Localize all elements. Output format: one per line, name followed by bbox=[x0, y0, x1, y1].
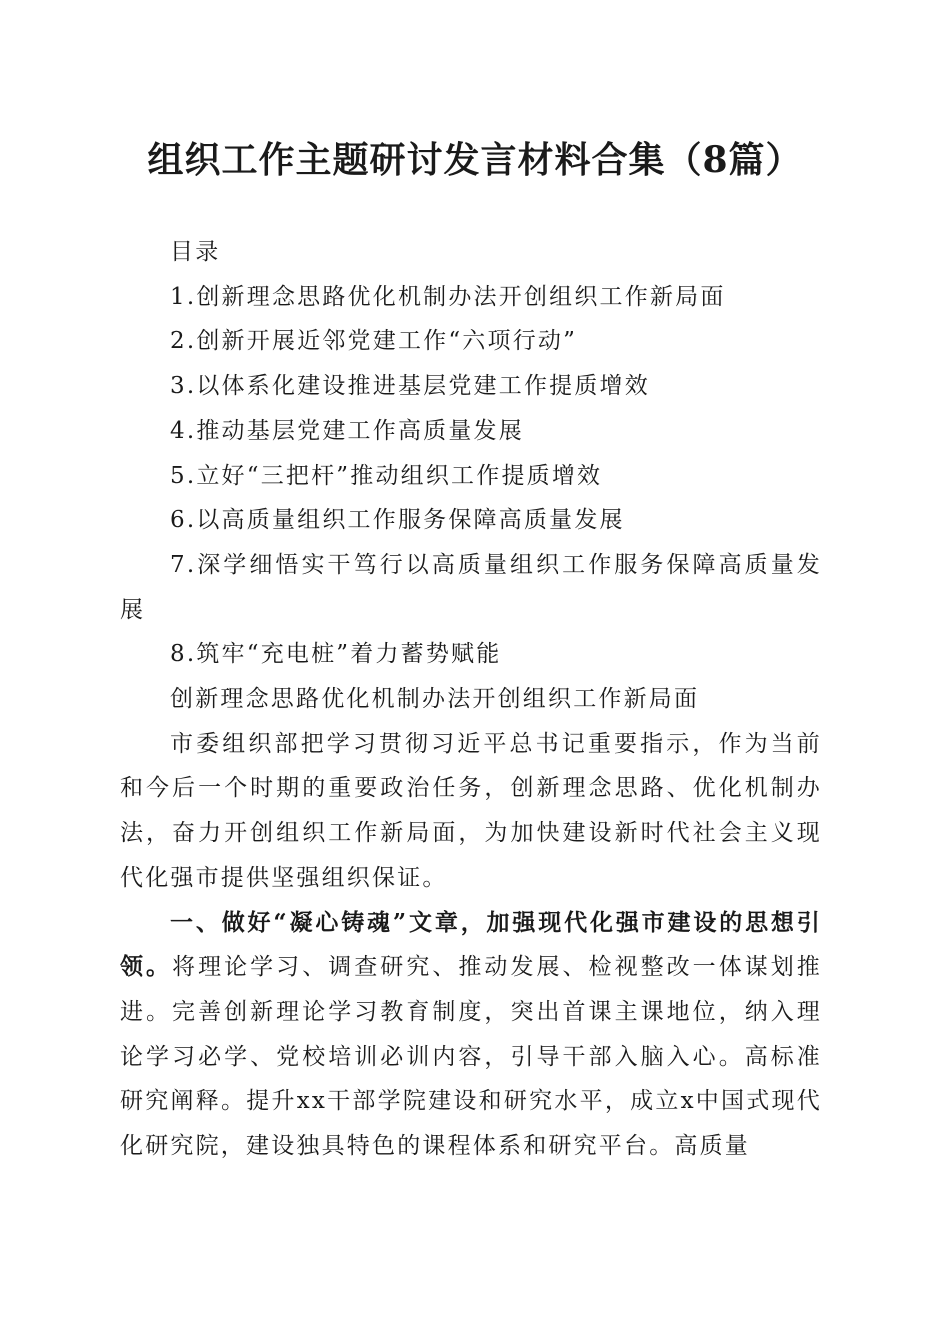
document-body bbox=[120, 230, 822, 1169]
section-1-heading: 一、做好“凝心铸魂”文章，加强现代化强市建设的思想引领。 bbox=[120, 908, 822, 981]
toc-item-1: 1.创新理念思路优化机制办法开创组织工作新局面 bbox=[170, 283, 726, 310]
toc-item-6: 6.以高质量组织工作服务保障高质量发展 bbox=[170, 507, 625, 534]
toc-item-3: 3.以体系化建设推进基层党建工作提质增效 bbox=[170, 373, 650, 400]
toc-item-8: 8.筑牢“充电桩”着力蓄势赋能 bbox=[170, 641, 502, 668]
document-title: 组织工作主题研讨发言材料合集（8篇） bbox=[147, 139, 803, 181]
toc-item-5: 5.立好“三把杆”推动组织工作提质增效 bbox=[170, 462, 603, 489]
section-1-paragraph bbox=[120, 901, 822, 1169]
article-heading: 创新理念思路优化机制办法开创组织工作新局面 bbox=[170, 686, 700, 713]
toc-item-4: 4.推动基层党建工作高质量发展 bbox=[170, 417, 524, 444]
toc-item-2: 2.创新开展近邻党建工作“六项行动” bbox=[170, 328, 578, 355]
toc-heading: 目录 bbox=[170, 239, 221, 265]
section-1-body: 将理论学习、调查研究、推动发展、检视整改一体谋划推进。完善创新理论学习教育制度，突出首课主课地位，纳入理论学习必学、党校培训必训内容，引导干部入脑入心。高标准研究阐释。提升xx干部学院建设和研究水平，成立x中国式现代化研究院，建设独具特色的课程体系和研究平台。高质量 bbox=[120, 954, 822, 1160]
toc-item-7: 7.深学细悟实干笃行以高质量组织工作服务保障高质量发展 bbox=[120, 551, 822, 623]
article-intro-paragraph: 市委组织部把学习贯彻习近平总书记重要指示，作为当前和今后一个时期的重要政治任务，创新理念思路、优化机制办法，奋力开创组织工作新局面，为加快建设新时代社会主义现代化强市提供坚强组织保证。 bbox=[120, 730, 822, 891]
